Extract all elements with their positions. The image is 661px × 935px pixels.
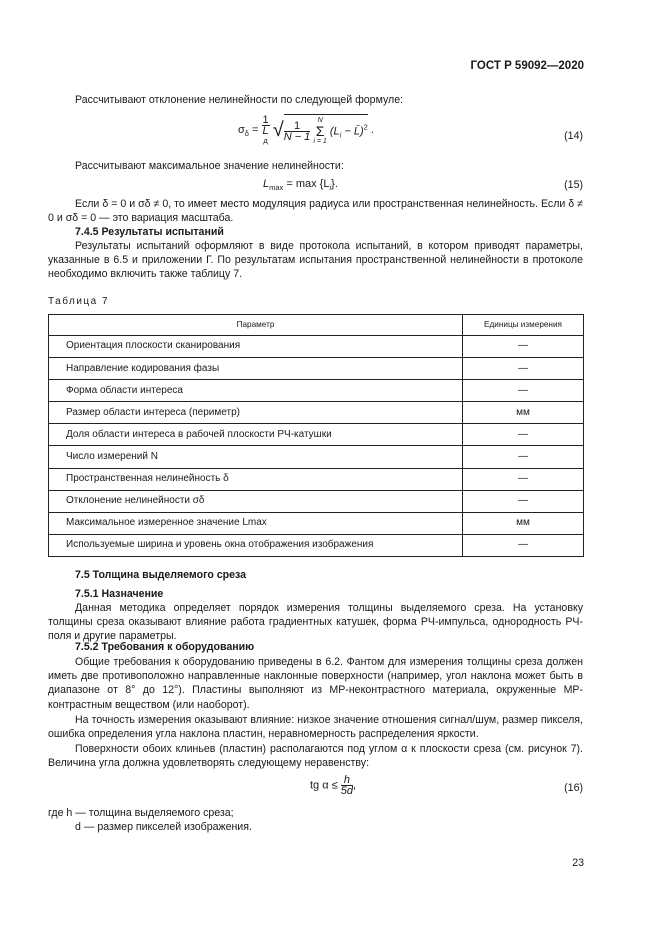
table-row	[49, 336, 584, 358]
unit-cell: мм	[463, 402, 584, 424]
param-cell: Размер области интереса (периметр)	[49, 402, 463, 424]
param-cell: Форма области интереса	[49, 380, 463, 402]
table-row	[49, 402, 584, 424]
table-header-row	[49, 315, 584, 336]
param-cell: Пространственная нелинейность δ	[49, 468, 463, 490]
intro-text: Рассчитывают отклонение нелинейности по следующей формуле:	[75, 94, 404, 106]
param-cell: Отклонение нелинейности σδ	[49, 490, 463, 512]
unit-cell: —	[463, 490, 584, 512]
equipment-paragraph-2: На точность измерения оказывают влияние: низкое значение отношения сигнал/шум, размер пикселя, ошибка определения угла наклона пластин, неравномерность распределения яркости.	[48, 714, 583, 741]
table-row	[49, 358, 584, 380]
unit-cell: —	[463, 380, 584, 402]
eq15-number: (15)	[564, 179, 583, 191]
table-row	[49, 534, 584, 556]
where-d: d — размер пикселей изображения.	[75, 821, 252, 833]
unit-cell: —	[463, 446, 584, 468]
unit-cell: —	[463, 468, 584, 490]
heading-7-5-2: 7.5.2 Требования к оборудованию	[75, 641, 255, 653]
unit-cell: —	[463, 534, 584, 556]
eq14-number: (14)	[564, 130, 583, 142]
where-h: где h — толщина выделяемого среза;	[48, 807, 234, 819]
table-row	[49, 512, 584, 534]
heading-7-5-1: 7.5.1 Назначение	[75, 588, 164, 600]
param-cell: Максимальное измеренное значение Lmax	[49, 512, 463, 534]
eq14-lhs: $\sigma_\delta$	[238, 123, 249, 138]
table-row	[49, 380, 584, 402]
eq16-fraction: $\frac{h}{5d}$	[340, 774, 353, 797]
param-cell: Ориентация плоскости сканирования	[49, 336, 463, 358]
table-row	[49, 446, 584, 468]
eq16-number: (16)	[564, 782, 583, 794]
header-parameter: Параметр	[49, 315, 463, 336]
equation-14: $\sigma_\delta$ = 1 L д √ $\frac{1}{N - 1}$ N Σ i = 1 ($L_i$ − L̄)$^2$ .	[238, 113, 374, 145]
header-units: Единицы измерения	[463, 315, 584, 336]
heading-7-4-5: 7.4.5 Результаты испытаний	[75, 226, 224, 238]
heading-7-5: 7.5 Толщина выделяемого среза	[75, 569, 247, 581]
equation-16: tg α ≤ $\frac{h}{5d}$ ,	[310, 774, 357, 797]
page-number: 23	[572, 857, 584, 869]
param-cell: Число измерений N	[49, 446, 463, 468]
table-row	[49, 490, 584, 512]
equipment-paragraph-3: Поверхности обоих клиньев (пластин) располагаются под углом α к плоскости среза (см. рисунок 7). Величина угла должна удовлетворять следующему неравенству:	[48, 743, 583, 770]
unit-cell: —	[463, 424, 584, 446]
delta-paragraph: Если δ = 0 и σδ ≠ 0, то имеет место модуляция радиуса или пространственная нелинейность. Если δ ≠ 0 и σδ = 0 — это вариация масштаба.	[48, 198, 583, 225]
param-cell: Используемые ширина и уровень окна отображения изображения	[49, 534, 463, 556]
param-cell: Доля области интереса в рабочей плоскости РЧ-катушки	[49, 424, 463, 446]
standard-number: ГОСТ Р 59092—2020	[470, 60, 584, 72]
eq14-sum: N Σ i = 1	[313, 117, 327, 145]
purpose-paragraph: Данная методика определяет порядок измерения толщины выделяемого среза. На установку толщины среза оказывают влияние работа градиентных катушек, форма РЧ-импульса, однородность РЧ-поля и другие параметры.	[48, 602, 583, 643]
eq14-frac2: $\frac{1}{N - 1}$	[283, 120, 311, 143]
max-intro-text: Рассчитывают максимальное значение нелинейности:	[75, 160, 344, 172]
table-caption: Таблица 7	[48, 296, 110, 307]
parameters-table	[48, 314, 584, 557]
table-row	[49, 424, 584, 446]
unit-cell: —	[463, 336, 584, 358]
eq14-frac1: 1 L д	[262, 113, 269, 145]
table-row	[49, 468, 584, 490]
unit-cell: —	[463, 358, 584, 380]
param-cell: Направление кодирования фазы	[49, 358, 463, 380]
results-paragraph: Результаты испытаний оформляют в виде протокола испытаний, в котором приводят параметры, указанные в 6.5 и приложении Г. По результатам испытания пространственной нелинейности в протоколе необходимо включить также таблицу 7.	[48, 240, 583, 281]
unit-cell: мм	[463, 512, 584, 534]
equipment-paragraph-1: Общие требования к оборудованию приведены в 6.2. Фантом для измерения толщины среза должен иметь две противоположно направленные наклонные поверхности (например, угол наклона может быть в диапазоне от 8° до 12°). Пластины выполняют из МР-неконтрастного материала, окруженные МР-контрастным веществом (или наоборот).	[48, 656, 583, 711]
equation-15: $L_{max} = \max \{L_i\}$.	[263, 178, 338, 192]
